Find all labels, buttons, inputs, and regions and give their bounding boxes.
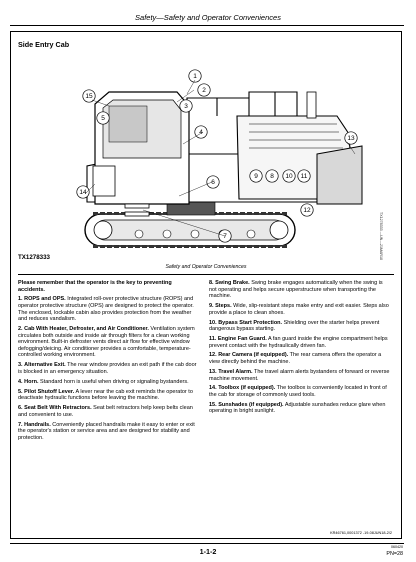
- section-heading: Side Entry Cab: [18, 40, 70, 49]
- steps: [125, 204, 149, 216]
- callout-number: 4: [199, 128, 203, 136]
- feature-term-name: Pilot Shutoff Lever.: [24, 388, 75, 395]
- track-shoe: [163, 245, 168, 248]
- callout-13: [345, 132, 357, 144]
- callout-number: 14: [79, 188, 87, 196]
- feature-term: 10.: [209, 319, 217, 326]
- track-shoe: [107, 212, 112, 215]
- intro-paragraph: Please remember that the operator is the key to preventing accidents.: [18, 280, 172, 293]
- caption-rule: [18, 274, 394, 275]
- feature-item: [209, 336, 391, 349]
- feature-item: [209, 402, 391, 415]
- feature-description: Standard horn is useful when driving or signaling bystanders.: [40, 378, 189, 385]
- track-shoe: [142, 245, 147, 248]
- track-shoe: [254, 245, 259, 248]
- callout-number: 8: [270, 172, 274, 180]
- feature-item: [18, 379, 200, 386]
- track-shoe: [114, 212, 119, 215]
- feature-term-name: Engine Fan Guard.: [217, 336, 267, 342]
- callout-5: [97, 112, 109, 124]
- track-shoe: [170, 245, 175, 248]
- feature-term: 13.: [209, 368, 217, 375]
- feature-term: 4.: [18, 378, 23, 385]
- callout-number: 12: [303, 206, 311, 214]
- feature-item: [18, 422, 200, 442]
- feature-description: A fan guard inside the engine compartment helps prevent contact with the hydraulically driven fan.: [209, 336, 388, 349]
- feature-description: Shielding over the starter helps prevent dangerous bypass starting.: [209, 319, 380, 333]
- track-shoe: [226, 212, 231, 215]
- feature-item: [209, 352, 391, 365]
- track-shoe: [149, 245, 154, 248]
- track-shoe: [240, 245, 245, 248]
- feature-item: [209, 369, 391, 382]
- page-header-title: Safety—Safety and Operator Conveniences: [135, 13, 281, 22]
- callout-11: [298, 170, 310, 182]
- track-shoe: [268, 245, 273, 248]
- callout-number: 7: [223, 232, 227, 240]
- exhaust-stack: [307, 92, 316, 118]
- feature-item: [209, 280, 391, 300]
- feature-description: A lever near the cab exit reminds the operator to deactivate hydraulic functions before leaving the machine.: [18, 388, 193, 402]
- feature-description: Ventilation system circulates both outside and inside air through filters for a clean working environment. Built-in defroster vents direct air flow for effective window defogging/deicing. Air conditioner provides a comfortable, temperature-controlled working environment.: [18, 326, 195, 359]
- feature-description: The rear camera offers the operator a view directly behind the machine.: [209, 352, 382, 366]
- callout-4: [195, 126, 207, 138]
- callout-10: [283, 170, 295, 182]
- callout-number: 5: [101, 114, 105, 122]
- track-shoe: [100, 212, 105, 215]
- track-shoe: [212, 245, 217, 248]
- content-frame: [10, 31, 402, 539]
- counterweight: [317, 146, 362, 204]
- callout-number: 11: [300, 172, 308, 180]
- feature-term-name: Travel Alarm.: [218, 368, 253, 375]
- feature-term: 15.: [209, 401, 217, 408]
- feature-item: [18, 405, 200, 418]
- callout-3: [180, 100, 192, 112]
- callout-number: 2: [202, 86, 206, 94]
- feature-description: The travel alarm alerts bystanders of forward or reverse machine movement.: [209, 368, 390, 382]
- toolbox: [93, 166, 115, 196]
- track-shoe: [205, 245, 210, 248]
- feature-term: 8.: [209, 280, 214, 286]
- track-shoe: [282, 245, 287, 248]
- feature-term-name: Sunshades (if equipped).: [218, 401, 284, 408]
- track-shoe: [135, 245, 140, 248]
- machine-illustration: [17, 54, 397, 284]
- track-shoe: [247, 245, 252, 248]
- callout-12: [301, 204, 313, 216]
- callout-number: 6: [211, 178, 215, 186]
- feature-description: Conveniently placed handrails make it easy to enter or exit the operator's station or service area and are designed for stability and protection.: [18, 421, 195, 441]
- feature-term: 2.: [18, 326, 23, 333]
- track-shoe: [128, 245, 133, 248]
- feature-term: 14.: [209, 385, 217, 392]
- left-column: [18, 280, 200, 445]
- track-shoe: [282, 212, 287, 215]
- callout-number: 9: [254, 172, 258, 180]
- track-shoe: [177, 245, 182, 248]
- track-shoe: [226, 245, 231, 248]
- track-shoe: [107, 245, 112, 248]
- feature-term: 7.: [18, 421, 23, 428]
- footer-rule: [10, 543, 404, 544]
- callout-number: 3: [184, 102, 188, 110]
- track-shoe: [121, 245, 126, 248]
- track-shoe: [149, 212, 154, 215]
- track-shoe: [261, 212, 266, 215]
- track-shoe: [233, 245, 238, 248]
- track-shoe: [247, 212, 252, 215]
- feature-term-name: ROPS and OPS.: [24, 296, 66, 303]
- feature-term-name: Bypass Start Protection.: [218, 319, 283, 326]
- header-rule: [10, 25, 404, 26]
- feature-term: 12.: [209, 352, 217, 359]
- callout-6: [207, 176, 219, 188]
- feature-term-name: Seat Belt With Retractors.: [24, 405, 92, 412]
- feature-term-name: Horn.: [24, 378, 39, 385]
- right-column: [209, 280, 391, 418]
- feature-term: 5.: [18, 388, 23, 395]
- operator-seat: [109, 106, 147, 142]
- callout-number: 1: [193, 72, 197, 80]
- figure-caption: Safety and Operator Conveniences: [165, 264, 247, 270]
- footer-date-code: 060420: [391, 545, 403, 549]
- figure-side-code: TX1278333 —UN—21MAR18: [379, 212, 383, 260]
- feature-description: The toolbox is conveniently located in front of the cab for storage of commonly used tools.: [209, 385, 387, 398]
- feature-item: [209, 320, 391, 333]
- track-shoe: [114, 245, 119, 248]
- excavator-drawing: [17, 54, 397, 254]
- feature-term-name: Toolbox (if equipped).: [218, 385, 276, 392]
- callout-number: 13: [347, 134, 355, 142]
- track-shoe: [219, 212, 224, 215]
- feature-description: Adjustable sunshades reduce glare when operating in bright sunlight.: [209, 401, 386, 415]
- feature-term-name: Cab With Heater, Defroster, and Air Conditioner.: [24, 326, 149, 333]
- feature-term: 6.: [18, 405, 23, 412]
- track-shoe: [198, 245, 203, 248]
- callout-2: [198, 84, 210, 96]
- track-shoe: [275, 245, 280, 248]
- feature-description: Swing brake engages automatically when the swing is not operating and helps secure upperstructure when transporting the machine.: [209, 280, 383, 300]
- feature-term: 1.: [18, 296, 23, 303]
- feature-item: [209, 303, 391, 316]
- callout-number: 10: [285, 172, 293, 180]
- track-shoe: [219, 245, 224, 248]
- track-shoe: [254, 212, 259, 215]
- track-shoe: [93, 245, 98, 248]
- track-shoe: [240, 212, 245, 215]
- track-shoe: [184, 245, 189, 248]
- feature-description: The rear window provides an exit path if the cab door is blocked in an emergency situation.: [18, 362, 197, 375]
- feature-item: [18, 326, 200, 359]
- callout-9: [250, 170, 262, 182]
- feature-term-name: Rear Camera (if equipped).: [218, 352, 289, 359]
- track-shoe: [261, 245, 266, 248]
- figure-id: TX1278333: [18, 254, 50, 261]
- feature-term: 3.: [18, 362, 23, 369]
- feature-item: [18, 389, 200, 402]
- feature-description: Seat belt retractors help keep belts clean and convenient to use.: [18, 405, 193, 418]
- feature-term: 9.: [209, 303, 214, 310]
- callout-14: [77, 186, 89, 198]
- feature-term-name: Swing Brake.: [215, 280, 250, 286]
- track-shoe: [233, 212, 238, 215]
- feature-item: [18, 362, 200, 375]
- track-shoe: [156, 245, 161, 248]
- callout-8: [266, 170, 278, 182]
- feature-description: Wide, slip-resistant steps make entry and exit easier. Steps also provide a place to clean shoes.: [209, 303, 389, 316]
- feature-term-name: Steps.: [215, 303, 232, 310]
- footer-pn: PN=28: [386, 551, 403, 557]
- feature-term-name: Handrails.: [24, 421, 51, 428]
- track-shoe: [268, 212, 273, 215]
- feature-item: [209, 385, 391, 398]
- track-shoe: [191, 245, 196, 248]
- reference-code: KR46761,0001372 -19-08JUN18-2/2: [330, 531, 392, 535]
- feature-item: [18, 296, 200, 322]
- feature-term: 11.: [209, 336, 217, 342]
- track-shoe: [93, 212, 98, 215]
- track-assembly: [85, 212, 295, 248]
- page-number: 1-1-2: [199, 547, 217, 556]
- callout-number: 15: [85, 92, 93, 100]
- feature-description: Integrated roll-over protective structure (ROPS) and operator protective structure (OPS) are designed to protect the operator. The enclosed, lockable cabin also provides protection from the weather and reduces vandalism.: [18, 296, 194, 323]
- track-shoe: [275, 212, 280, 215]
- track-shoe: [100, 245, 105, 248]
- feature-term-name: Alternative Exit.: [24, 362, 66, 369]
